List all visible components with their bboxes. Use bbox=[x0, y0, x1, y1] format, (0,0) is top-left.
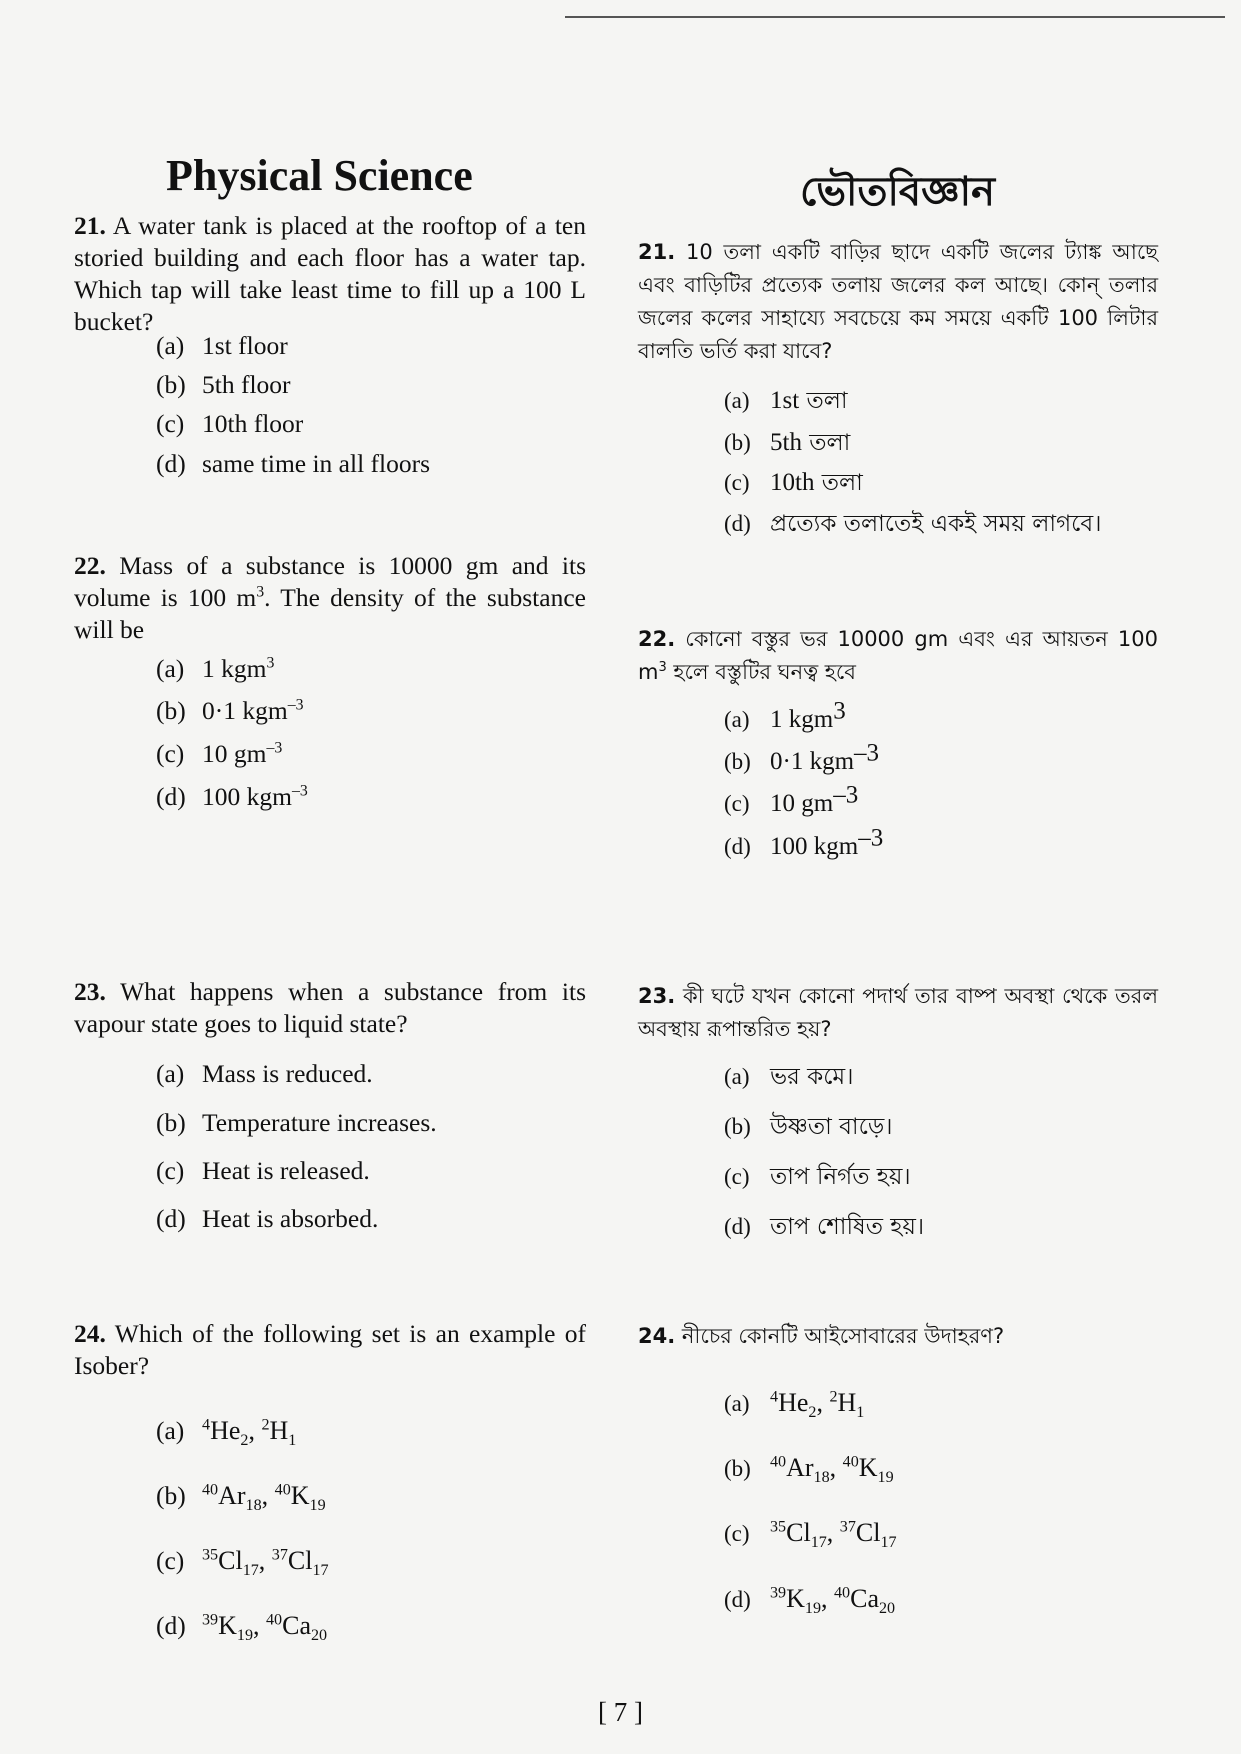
option-d[interactable]: (d) প্রত্যেক তলাতেই একই সময় লাগবে। bbox=[724, 511, 1102, 537]
option-a[interactable]: (a) 1 kgm$^3$ bbox=[724, 697, 846, 733]
question-24-bn bbox=[638, 1320, 1158, 1618]
isotope-pair: $^{40}Ar_{18}$, $^{40}K_{19}$ bbox=[770, 1453, 894, 1487]
question-22-bn bbox=[638, 623, 1158, 860]
section-title-english: Physical Science bbox=[166, 151, 473, 200]
option-c[interactable]: (c) Heat is released. bbox=[156, 1156, 370, 1185]
isotope-pair: $^{35}Cl_{17}$, $^{37}Cl_{17}$ bbox=[770, 1518, 897, 1552]
section-title-bengali: ভৌতবিজ্ঞান bbox=[800, 169, 995, 215]
isotope-pair: $^4He_2$, $^2H_1$ bbox=[202, 1416, 297, 1450]
option-b[interactable]: (b) $^{40}Ar_{18}$, $^{40}K_{19}$ bbox=[156, 1481, 326, 1515]
question-number: 21. bbox=[638, 240, 676, 264]
option-a[interactable]: (a) $^4He_2$, $^2H_1$ bbox=[156, 1416, 297, 1450]
question-21-bn bbox=[638, 236, 1158, 537]
option-c[interactable]: (c) 10 $gm^{-3}$ bbox=[156, 739, 283, 768]
question-21-en bbox=[74, 210, 586, 478]
option-a[interactable]: (a) ভর কমে। bbox=[724, 1064, 854, 1090]
isotope-pair: $^{39}K_{19}$, $^{40}Ca_{20}$ bbox=[770, 1584, 896, 1618]
option-c[interactable]: (c) $^{35}Cl_{17}$, $^{37}Cl_{17}$ bbox=[156, 1546, 329, 1580]
option-c[interactable]: (c) $^{35}Cl_{17}$, $^{37}Cl_{17}$ bbox=[724, 1518, 897, 1552]
question-22-en bbox=[74, 550, 586, 811]
question-23-en bbox=[74, 976, 586, 1233]
option-d[interactable]: (d) তাপ শোষিত হয়। bbox=[724, 1214, 925, 1240]
option-b[interactable]: (b) 5th তলা bbox=[724, 429, 851, 456]
option-b[interactable]: (b) Temperature increases. bbox=[156, 1108, 437, 1137]
question-number: 23. bbox=[74, 977, 106, 1006]
option-d[interactable]: (d) $^{39}K_{19}$, $^{40}Ca_{20}$ bbox=[156, 1611, 328, 1645]
option-a[interactable]: (a) 1st তলা bbox=[724, 387, 848, 414]
isotope-pair: $^4He_2$, $^2H_1$ bbox=[770, 1388, 865, 1422]
question-text: 23. What happens when a substance from its vapour state goes to liquid state? bbox=[74, 977, 586, 1038]
question-number: 24. bbox=[74, 1319, 106, 1348]
option-a[interactable]: (a) 1st floor bbox=[156, 331, 288, 360]
option-d[interactable]: (d) 100 kgm$^{-3}$ bbox=[156, 782, 308, 811]
option-a[interactable]: (a) Mass is reduced. bbox=[156, 1059, 373, 1088]
question-24-en bbox=[74, 1318, 587, 1645]
option-d[interactable]: (d) Heat is absorbed. bbox=[156, 1204, 379, 1233]
question-text: 24. নীচের কোনটি আইসোবারের উদাহরণ? bbox=[638, 1324, 1005, 1348]
question-text: 22. কোনো বস্তুর ভর 10000 gm এবং এর আয়তন 100 $m^3$ হলে বস্তুটির ঘনত্ব হবে bbox=[638, 627, 1158, 684]
option-b[interactable]: (b) 0·1 kgm$^{-3}$ bbox=[724, 739, 880, 775]
question-number: 21. bbox=[74, 211, 106, 240]
isotope-pair: $^{35}Cl_{17}$, $^{37}Cl_{17}$ bbox=[202, 1546, 329, 1580]
option-b[interactable]: (b) $^{40}Ar_{18}$, $^{40}K_{19}$ bbox=[724, 1453, 894, 1487]
question-text: 24. Which of the following set is an example of Isober? bbox=[74, 1319, 587, 1380]
option-a[interactable]: (a) $^4He_2$, $^2H_1$ bbox=[724, 1388, 865, 1422]
option-c[interactable]: (c) 10th floor bbox=[156, 409, 304, 438]
option-d[interactable]: (d) same time in all floors bbox=[156, 449, 431, 478]
question-text: 23. কী ঘটে যখন কোনো পদার্থ তার বাষ্প অবস্থা থেকে তরল অবস্থায় রূপান্তরিত হয়? bbox=[638, 984, 1158, 1041]
question-text: 21. A water tank is placed at the rooftop of a ten storied building and each floor has a water tap. Which tap will take least time to fill up a 100 L bucket? bbox=[74, 211, 586, 336]
option-c[interactable]: (c) 10 $gm^{-3}$ bbox=[724, 781, 859, 817]
option-b[interactable]: (b) 5th floor bbox=[156, 370, 291, 399]
option-c[interactable]: (c) তাপ নির্গত হয়। bbox=[724, 1164, 911, 1190]
isotope-pair: $^{40}Ar_{18}$, $^{40}K_{19}$ bbox=[202, 1481, 326, 1515]
isotope-pair: $^{39}K_{19}$, $^{40}Ca_{20}$ bbox=[202, 1611, 328, 1645]
option-b[interactable]: (b) 0·1 kgm$^{-3}$ bbox=[156, 696, 304, 725]
question-number: 22. bbox=[74, 551, 106, 580]
question-number: 22. bbox=[638, 627, 676, 651]
question-text: 21. 10 তলা একটি বাড়ির ছাদে একটি জলের ট্যাঙ্ক আছে এবং বাড়িটির প্রত্যেক তলায় জলের কল আছে। কোন্ তলার জলের কলের সাহায্যে সবচেয়ে কম সময়ে একটি 100 লিটার বালতি ভর্তি করা যাবে? bbox=[638, 240, 1158, 363]
option-c[interactable]: (c) 10th তলা bbox=[724, 469, 863, 496]
option-d[interactable]: (d) 100 kgm$^{-3}$ bbox=[724, 824, 884, 860]
option-b[interactable]: (b) উষ্ণতা বাড়ে। bbox=[724, 1114, 893, 1140]
top-rule bbox=[565, 16, 1225, 18]
option-d[interactable]: (d) $^{39}K_{19}$, $^{40}Ca_{20}$ bbox=[724, 1584, 896, 1618]
question-text: 22. Mass of a substance is 10000 gm and its volume is 100 $m^3$. The density of the substance will be bbox=[74, 551, 586, 644]
question-23-bn bbox=[638, 980, 1158, 1240]
question-number: 24. bbox=[638, 1324, 676, 1348]
question-number: 23. bbox=[638, 984, 676, 1008]
page-number: [ 7 ] bbox=[598, 1697, 643, 1727]
option-a[interactable]: (a) 1 kgm$^3$ bbox=[156, 654, 275, 683]
